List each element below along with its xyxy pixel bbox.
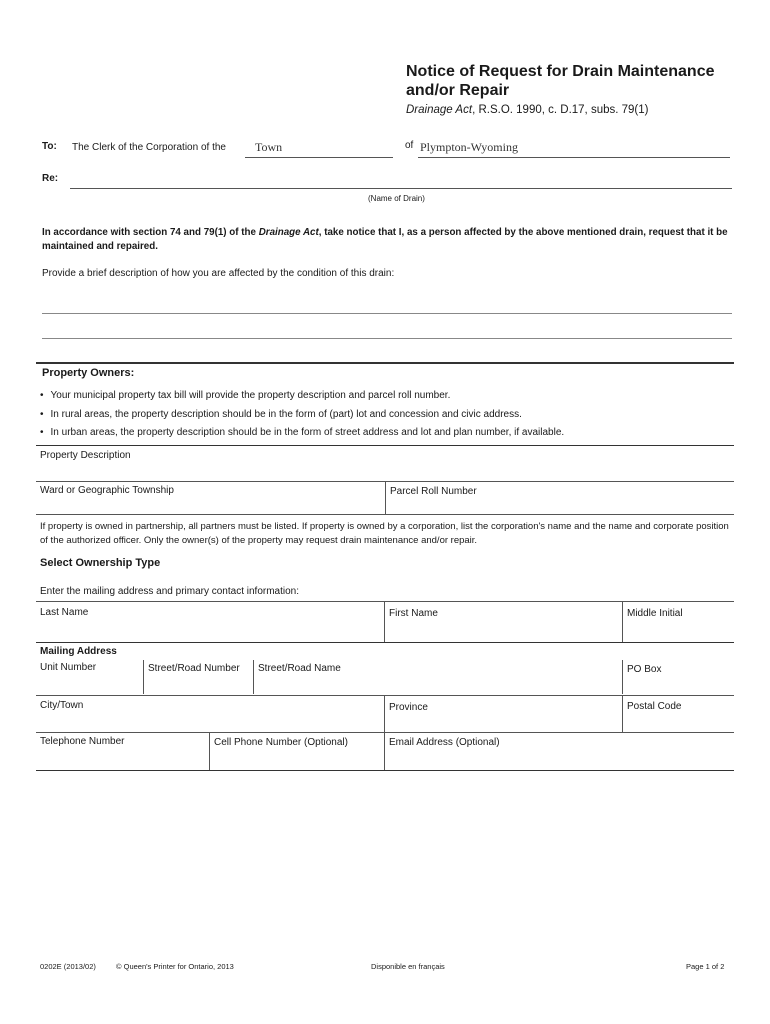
bullet-item: • Your municipal property tax bill will provide the property description and parcel roll number. <box>40 387 564 406</box>
street-pobox-divider <box>622 660 623 694</box>
street-number-label: Street/Road Number <box>148 663 240 674</box>
province-postal-divider <box>622 696 623 732</box>
last-first-divider <box>384 602 385 642</box>
street-number-name-divider <box>253 660 254 694</box>
form-number: 0202E (2013/02) <box>40 962 96 971</box>
cell-email-divider <box>384 733 385 770</box>
re-label: Re: <box>42 173 59 184</box>
copyright-notice: © Queen's Printer for Ontario, 2013 <box>116 962 234 971</box>
act-reference <box>406 104 648 116</box>
first-name-field[interactable] <box>387 622 619 640</box>
property-owners-bullets <box>40 387 564 443</box>
notice-part1: In accordance with section 74 and 79(1) of the <box>42 227 259 238</box>
municipality-name-line <box>418 157 730 158</box>
name-row-bottom-rule <box>36 642 734 643</box>
description-line-2[interactable] <box>42 338 732 339</box>
last-name-label: Last Name <box>40 607 89 618</box>
unit-number-field[interactable] <box>36 676 140 692</box>
middle-initial-label: Middle Initial <box>627 608 683 619</box>
parcel-roll-field[interactable] <box>388 498 732 512</box>
description-line-1[interactable] <box>42 313 732 314</box>
postal-code-field[interactable] <box>624 714 732 730</box>
ward-bottom-rule <box>36 514 734 515</box>
city-label: City/Town <box>40 700 84 711</box>
email-field[interactable] <box>387 750 732 768</box>
postal-code-label: Postal Code <box>627 701 682 712</box>
partnership-note: If property is owned in partnership, all partners must be listed. If property is owned by a corporation, list the corporation's name and the name and corporate position of the authorized officer. Only the owner(s) of the property may request drain maintenance and/or repair. <box>40 521 729 546</box>
telephone-field[interactable] <box>36 750 206 768</box>
bullet-item: • In rural areas, the property description should be in the form of (part) lot and concession and civic address. <box>40 406 564 425</box>
street-name-field[interactable] <box>255 676 619 692</box>
municipality-type-line <box>245 157 393 158</box>
province-field[interactable] <box>387 714 619 730</box>
contact-bottom-rule <box>36 770 734 771</box>
unit-street-divider <box>143 660 144 694</box>
property-owners-heading: Property Owners: <box>42 367 135 379</box>
mailing-address-heading: Mailing Address <box>40 646 117 657</box>
address-row-bottom-rule <box>36 695 734 696</box>
ward-label: Ward or Geographic Township <box>40 485 174 496</box>
of-label: of <box>405 140 414 151</box>
parcel-roll-label: Parcel Roll Number <box>390 486 477 497</box>
cell-phone-field[interactable] <box>211 750 381 768</box>
cell-phone-label: Cell Phone Number (Optional) <box>214 737 348 748</box>
municipality-name-value[interactable]: Plympton-Wyoming <box>420 140 518 154</box>
page-number: Page 1 of 2 <box>686 962 725 971</box>
property-description-label: Property Description <box>40 450 131 461</box>
telephone-label: Telephone Number <box>40 736 125 747</box>
ownership-type-heading[interactable]: Select Ownership Type <box>40 557 161 569</box>
notice-act-name: Drainage Act <box>258 227 319 238</box>
po-box-label: PO Box <box>627 664 662 675</box>
ward-field[interactable] <box>36 498 384 512</box>
street-number-field[interactable] <box>145 676 251 692</box>
french-availability: Disponible en français <box>371 962 445 971</box>
notice-part2: , take notice that I, as a person affected by the above mentioned drain, request that it be maintained and repaired. <box>42 227 728 252</box>
name-row-top-rule <box>36 601 734 602</box>
bullet-item: • In urban areas, the property description should be in the form of street address and lot and plan number, if available. <box>40 424 564 443</box>
to-label: To: <box>42 141 57 152</box>
form-title: Notice of Request for Drain Maintenance and/or Repair <box>406 63 715 99</box>
first-name-label: First Name <box>389 608 438 619</box>
notice-text <box>42 226 732 253</box>
email-label: Email Address (Optional) <box>389 737 500 748</box>
act-name: Drainage Act <box>406 104 473 116</box>
clerk-text: The Clerk of the Corporation of the <box>72 142 226 153</box>
act-citation: , R.S.O. 1990, c. D.17, subs. 79(1) <box>472 104 649 116</box>
middle-initial-field[interactable] <box>624 622 732 640</box>
property-description-field[interactable] <box>36 466 734 480</box>
ward-parcel-divider <box>385 482 386 514</box>
property-owners-rule <box>36 362 734 364</box>
municipality-type-value[interactable]: Town <box>255 140 283 154</box>
telephone-cell-divider <box>209 733 210 770</box>
street-name-label: Street/Road Name <box>258 663 341 674</box>
province-label: Province <box>389 702 428 713</box>
contact-prompt: Enter the mailing address and primary contact information: <box>40 586 300 597</box>
city-row-bottom-rule <box>36 732 734 733</box>
first-middle-divider <box>622 602 623 642</box>
unit-number-label: Unit Number <box>40 662 97 673</box>
drain-name-field[interactable] <box>70 188 732 189</box>
po-box-field[interactable] <box>624 676 732 692</box>
drain-name-caption: (Name of Drain) <box>368 194 425 203</box>
description-prompt: Provide a brief description of how you are affected by the condition of this drain: <box>42 268 395 279</box>
property-description-top-rule <box>36 445 734 446</box>
last-name-field[interactable] <box>36 622 382 640</box>
city-province-divider <box>384 696 385 732</box>
city-field[interactable] <box>36 714 382 730</box>
